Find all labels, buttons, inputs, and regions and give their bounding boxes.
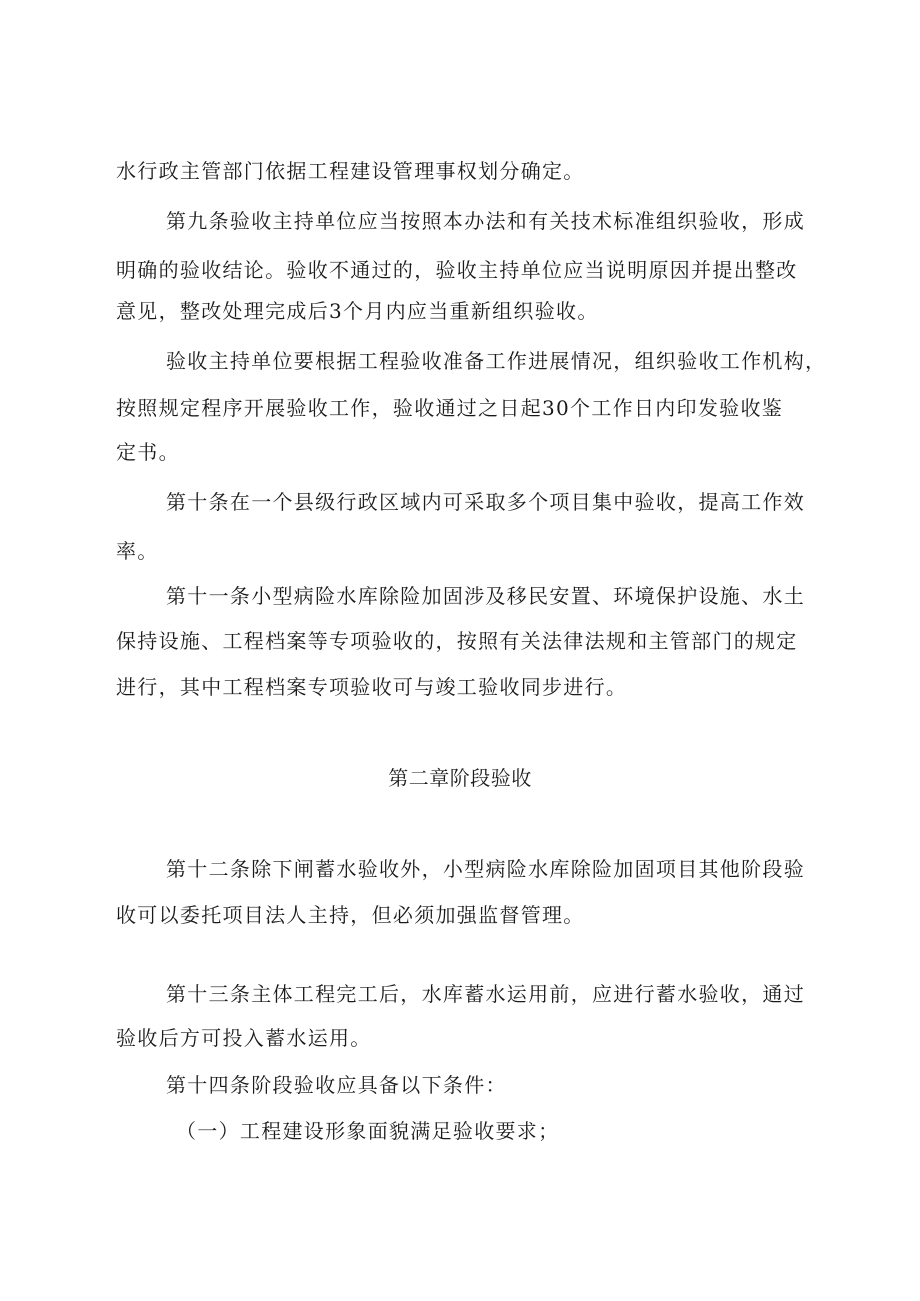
article-11-line: 第十一条小型病险水库除险加固涉及移民安置、环境保护设施、水土 [166,584,805,608]
text-line: 定书。 [116,440,180,464]
text-line: 按照规定程序开展验收工作，验收通过之日起30个工作日内印发验收鉴 [116,396,784,420]
article-10-line: 第十条在一个县级行政区域内可采取多个项目集中验收，提高工作效 [166,490,805,514]
text-line: 率。 [116,539,159,563]
paragraph-line: 验收主持单位要根据工程验收准备工作进展情况，组织验收工作机构， [166,349,827,373]
text-line: 进行，其中工程档案专项验收可与竣工验收同步进行。 [116,675,628,699]
text-line: 收可以委托项目法人主持，但必须加强监督管理。 [116,903,585,927]
text-line: 意见，整改处理完成后3个月内应当重新组织验收。 [116,299,599,323]
text-line: 水行政主管部门依据工程建设管理事权划分确定。 [116,159,585,183]
chapter-heading: 第二章阶段验收 [388,766,532,790]
article-12-line: 第十二条除下闸蓄水验收外，小型病险水库除险加固项目其他阶段验 [166,857,805,881]
article-9-line: 第九条验收主持单位应当按照本办法和有关技术标准组织验收，形成 [166,209,805,233]
text-line: 验收后方可投入蓄水运用。 [116,1026,372,1050]
list-item: （一）工程建设形象面貌满足验收要求； [176,1119,560,1143]
text-line: 明确的验收结论。验收不通过的，验收主持单位应当说明原因并提出整改 [116,258,798,282]
article-13-line: 第十三条主体工程完工后，水库蓄水运用前，应进行蓄水验收，通过 [166,982,805,1006]
text-line: 保持设施、工程档案等专项验收的，按照有关法律法规和主管部门的规定 [116,629,798,653]
article-14-line: 第十四条阶段验收应具备以下条件： [166,1073,507,1097]
